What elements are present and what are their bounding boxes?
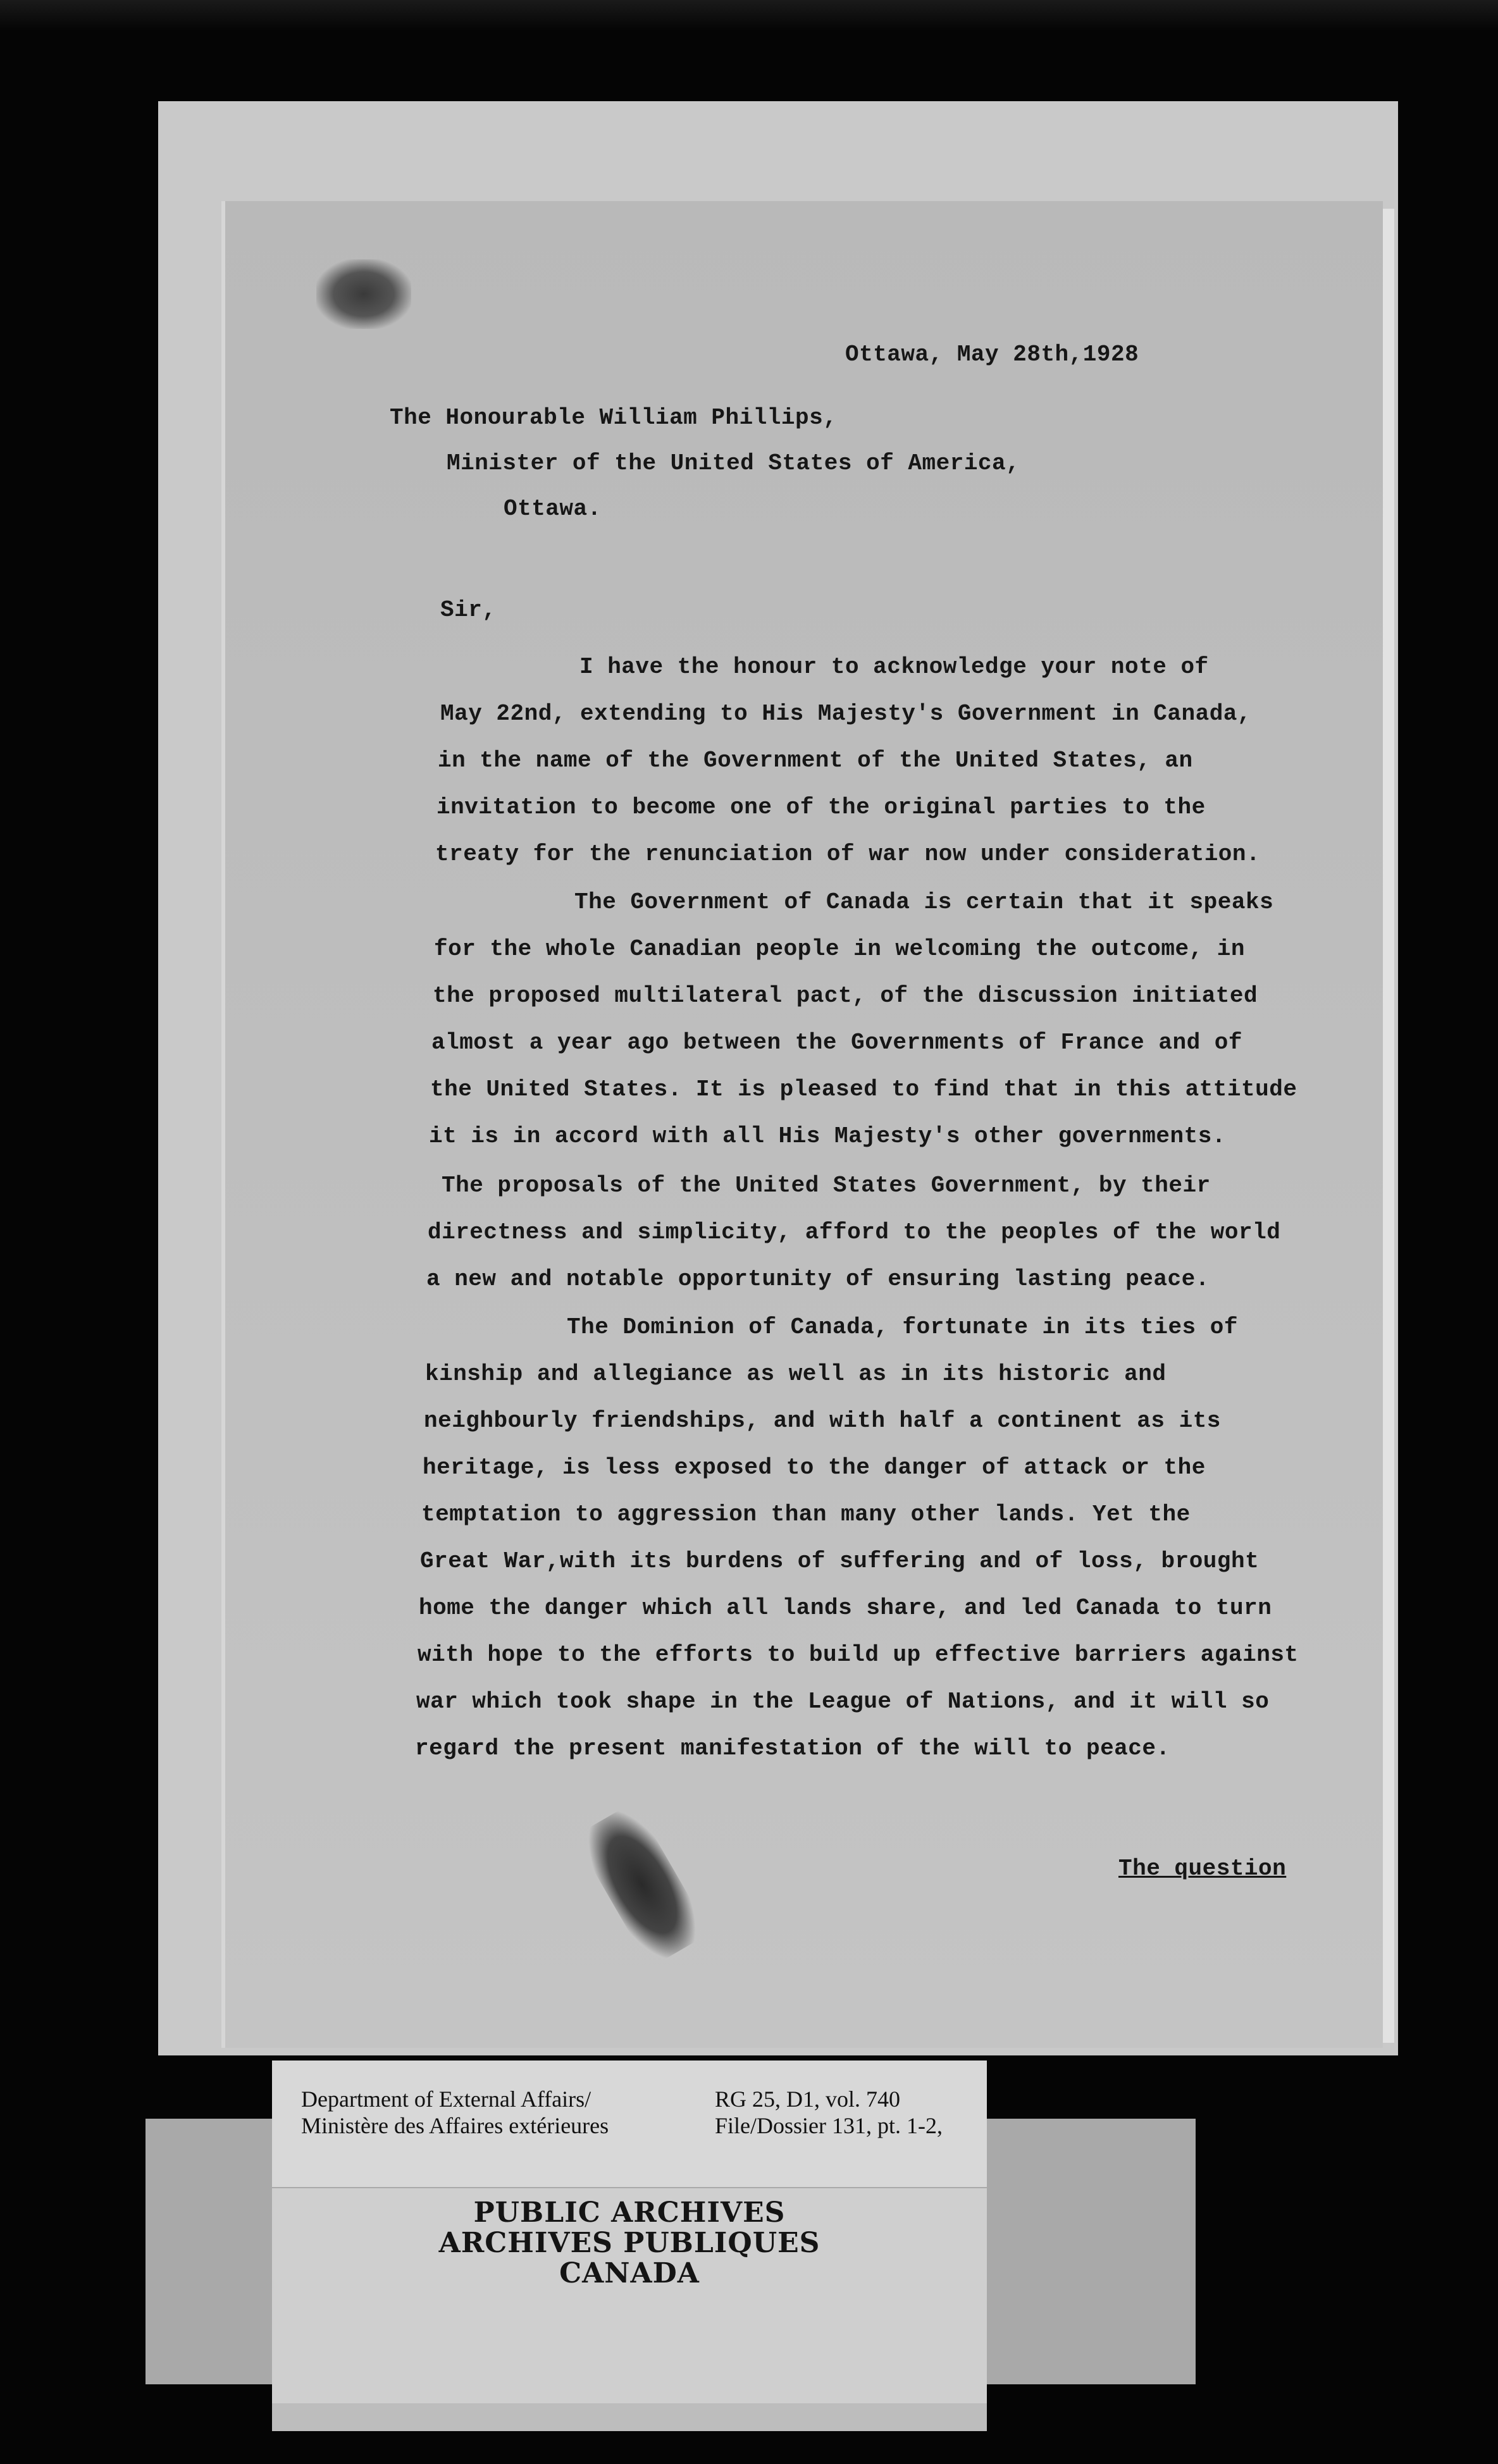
body-line: a new and notable opportunity of ensuring lasting peace. xyxy=(426,1266,1210,1292)
body-line: temptation to aggression than many other lands. Yet the xyxy=(421,1501,1191,1527)
file-dossier: File/Dossier 131, pt. 1-2, xyxy=(715,2113,943,2138)
department-french: Ministère des Affaires extérieures xyxy=(301,2113,609,2138)
body-line: regard the present manifestation of the will to peace. xyxy=(415,1735,1170,1761)
letter-date: Ottawa, May 28th,1928 xyxy=(845,342,1139,367)
public-archives-stamp xyxy=(354,2198,905,2289)
body-line: May 22nd, extending to His Majesty's Government in Canada, xyxy=(440,701,1252,727)
body-line: invitation to become one of the original parties to the xyxy=(436,794,1206,820)
body-line: kinship and allegiance as well as in its historic and xyxy=(425,1361,1167,1387)
salutation: Sir, xyxy=(440,597,497,623)
body-line: for the whole Canadian people in welcoming the outcome, in xyxy=(434,936,1246,962)
body-line: treaty for the renunciation of war now under consideration. xyxy=(435,841,1261,867)
recipient-title: Minister of the United States of America, xyxy=(447,450,1020,476)
department-english: Department of External Affairs/ xyxy=(301,2086,591,2112)
body-line: it is in accord with all His Majesty's other governments. xyxy=(429,1123,1226,1149)
body-line: the United States. It is pleased to find that in this attitude xyxy=(430,1076,1297,1102)
bottom-strip xyxy=(272,2403,987,2431)
body-line: with hope to the efforts to build up effective barriers against xyxy=(418,1642,1299,1668)
stamp-line-country: CANADA xyxy=(559,2257,700,2289)
body-line: I have the honour to acknowledge your note of xyxy=(579,654,1209,680)
body-line: The proposals of the United States Government, by their xyxy=(442,1173,1211,1198)
reference-block xyxy=(715,2086,943,2139)
recipient-name: The Honourable William Phillips, xyxy=(390,405,838,431)
stamp-line-english: PUBLIC ARCHIVES xyxy=(473,2196,786,2229)
recipient-city: Ottawa. xyxy=(504,496,602,522)
body-line: home the danger which all lands share, and led Canada to turn xyxy=(419,1595,1272,1621)
body-line: the proposed multilateral pact, of the discussion initiated xyxy=(433,983,1258,1009)
body-line: The Government of Canada is certain that it speaks xyxy=(574,889,1274,915)
letter-body xyxy=(225,201,1383,2048)
continuation-catchword: The question xyxy=(1118,1856,1287,1882)
record-group: RG 25, D1, vol. 740 xyxy=(715,2086,901,2112)
archive-reference-label xyxy=(272,2061,987,2187)
sheet-edge xyxy=(1383,209,1394,2043)
body-line: directness and simplicity, afford to the peoples of the world xyxy=(428,1219,1281,1245)
body-line: heritage, is less exposed to the danger of attack or the xyxy=(423,1455,1206,1481)
stamp-line-french: ARCHIVES PUBLIQUES xyxy=(438,2227,820,2259)
body-line: almost a year ago between the Governments of France and of xyxy=(431,1030,1243,1056)
body-line: war which took shape in the League of Nations, and it will so xyxy=(416,1689,1270,1715)
body-line: Great War,with its burdens of suffering and of loss, brought xyxy=(420,1548,1260,1574)
body-line: neighbourly friendships, and with half a continent as its xyxy=(424,1408,1221,1434)
body-line: in the name of the Government of the United States, an xyxy=(438,748,1193,773)
department-block xyxy=(301,2086,609,2139)
film-edge xyxy=(0,0,1498,30)
body-line: The Dominion of Canada, fortunate in its ties of xyxy=(567,1314,1238,1340)
